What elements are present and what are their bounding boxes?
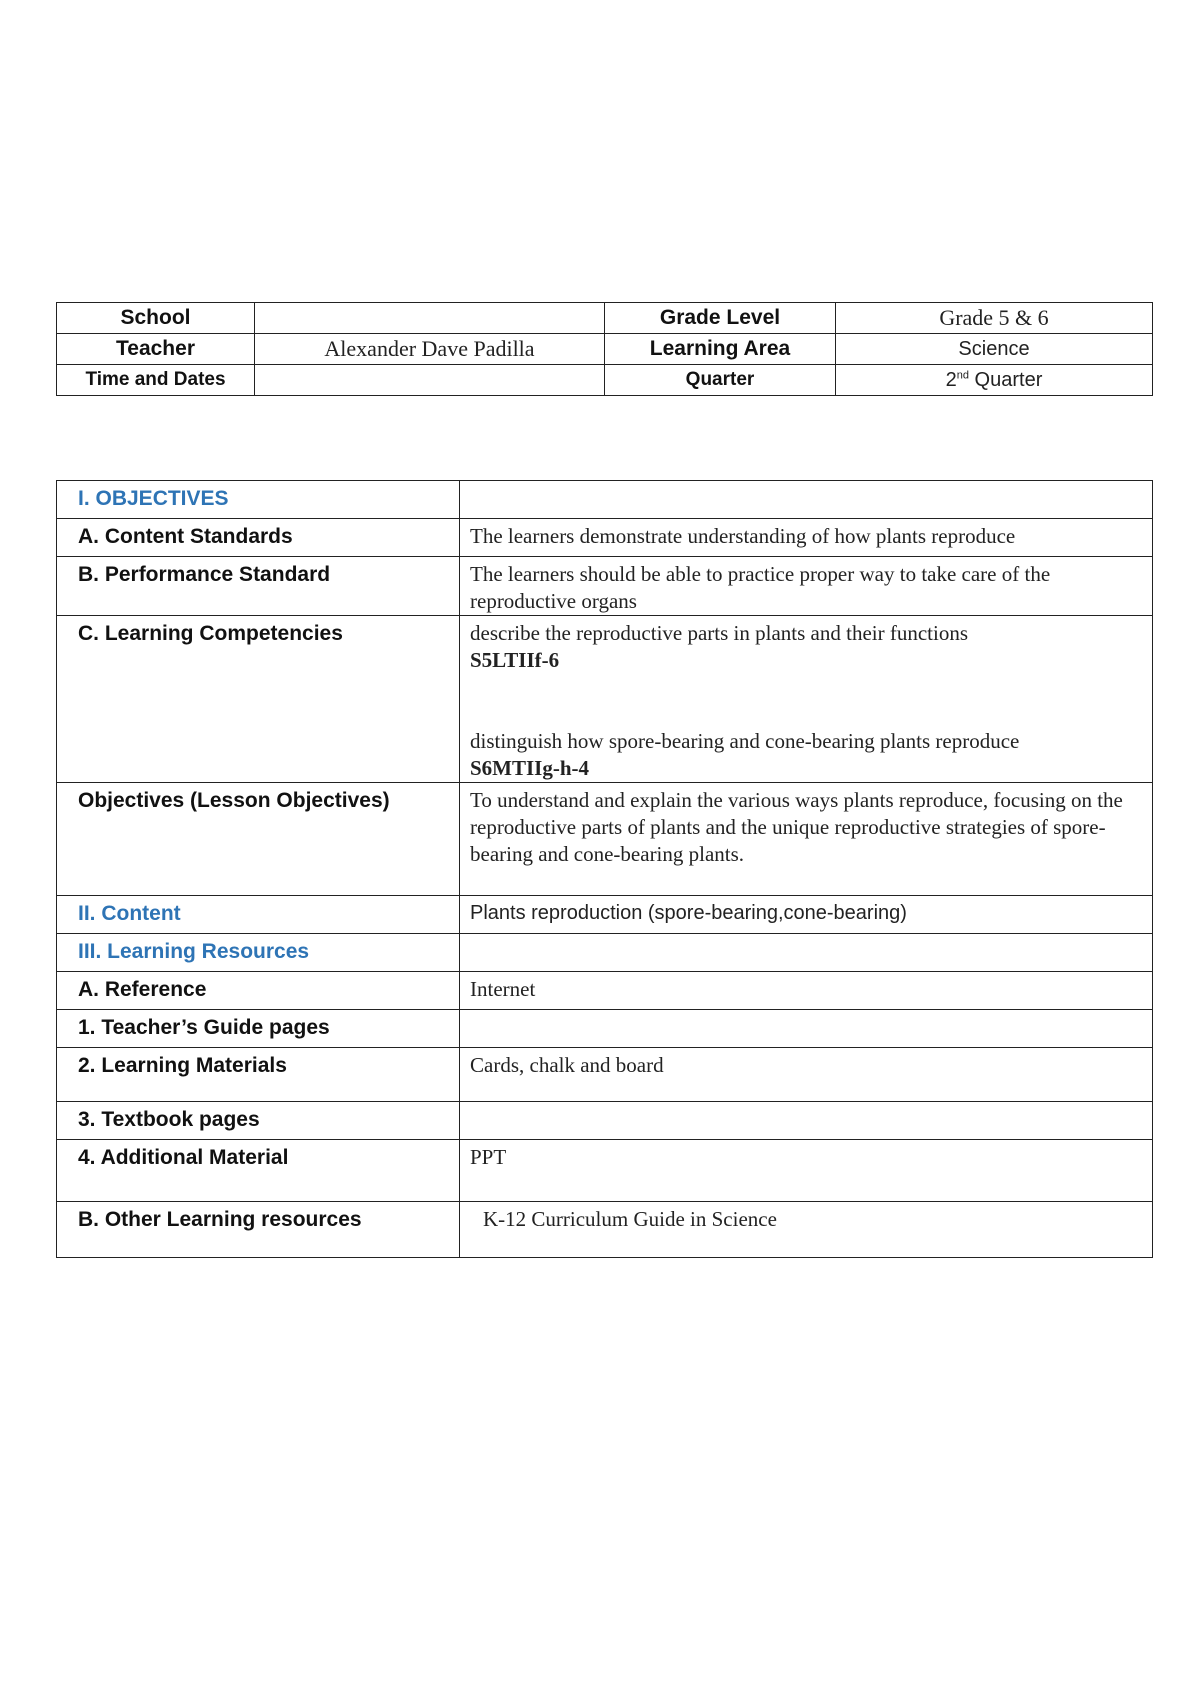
teacher-value: Alexander Dave Padilla [255,334,605,365]
quarter-ordinal: nd [956,368,969,381]
lesson-objectives-label: Objectives (Lesson Objectives) [57,783,460,896]
grade-level-value: Grade 5 & 6 [836,303,1153,334]
reference-value: Internet [460,972,1153,1010]
quarter-value [836,365,1153,396]
competency-2-code: S6MTIIg-h-4 [470,756,590,780]
competency-2-text: distinguish how spore-bearing and cone-bearing plants reproduce [470,729,1020,753]
header-row-time [57,365,1153,396]
performance-standard-value: The learners should be able to practice proper way to take care of the reproductive organs [460,557,1153,616]
other-resources-value: K-12 Curriculum Guide in Science [460,1202,1153,1258]
row-content-standards [57,519,1153,557]
objectives-value [460,481,1153,519]
additional-material-value: PPT [460,1140,1153,1202]
quarter-number: 2 [945,368,957,391]
content-heading: II. Content [57,896,460,934]
content-standards-value: The learners demonstrate understanding of how plants reproduce [460,519,1153,557]
competency-1-code: S5LTIIf-6 [470,648,560,672]
row-learning-competencies [57,616,1153,783]
grade-level-label: Grade Level [605,303,836,334]
row-lesson-objectives [57,783,1153,896]
textbook-label: 3. Textbook pages [57,1102,460,1140]
header-table [56,302,1153,396]
row-objectives [57,481,1153,519]
learning-resources-heading: III. Learning Resources [57,934,460,972]
learning-area-value: Science [836,334,1153,365]
lesson-plan-table [56,480,1153,1258]
teachers-guide-value [460,1010,1153,1048]
competency-1-text: describe the reproductive parts in plants and their functions [470,621,969,645]
reference-label: A. Reference [57,972,460,1010]
learning-materials-label: 2. Learning Materials [57,1048,460,1102]
additional-material-label: 4. Additional Material [57,1140,460,1202]
learning-competencies-value [460,616,1153,783]
header-row-teacher [57,334,1153,365]
content-value: Plants reproduction (spore-bearing,cone-bearing) [460,896,1153,934]
school-value [255,303,605,334]
performance-standard-label: B. Performance Standard [57,557,460,616]
teachers-guide-label: 1. Teacher’s Guide pages [57,1010,460,1048]
other-resources-label: B. Other Learning resources [57,1202,460,1258]
row-other-resources [57,1202,1153,1258]
learning-resources-value [460,934,1153,972]
header-row-school [57,303,1153,334]
learning-area-label: Learning Area [605,334,836,365]
learning-competencies-label: C. Learning Competencies [57,616,460,783]
teacher-label: Teacher [57,334,255,365]
lesson-objectives-value: To understand and explain the various ways plants reproduce, focusing on the reproductive parts of plants and the unique reproductive strategies of spore-bearing and cone-bearing plants. [460,783,1153,896]
content-standards-label: A. Content Standards [57,519,460,557]
row-reference [57,972,1153,1010]
quarter-label: Quarter [605,365,836,396]
row-learning-resources [57,934,1153,972]
row-additional-material [57,1140,1153,1202]
textbook-value [460,1102,1153,1140]
row-textbook [57,1102,1153,1140]
row-learning-materials [57,1048,1153,1102]
row-performance-standard [57,557,1153,616]
row-content [57,896,1153,934]
time-dates-value [255,365,605,396]
time-dates-label: Time and Dates [57,365,255,396]
quarter-word: Quarter [969,368,1043,391]
objectives-heading: I. OBJECTIVES [57,481,460,519]
school-label: School [57,303,255,334]
row-teachers-guide [57,1010,1153,1048]
learning-materials-value: Cards, chalk and board [460,1048,1153,1102]
